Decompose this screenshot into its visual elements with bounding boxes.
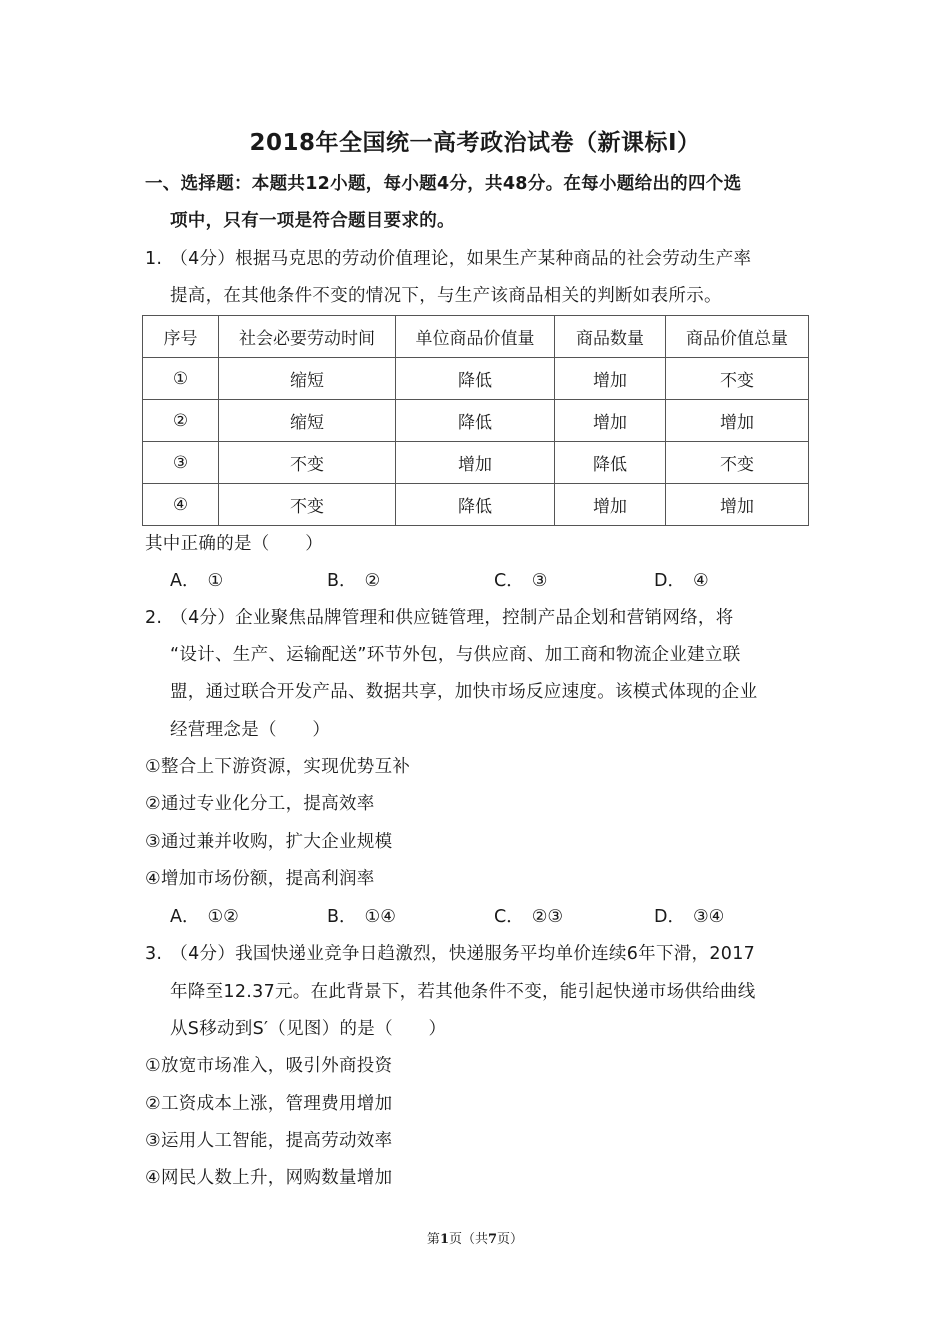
table-cell: ① xyxy=(143,358,219,400)
q2-statement: ①整合上下游资源，实现优势互补 xyxy=(145,757,411,777)
q3-number: 3. xyxy=(145,944,163,964)
option-letter: B． xyxy=(327,907,357,927)
footer-mid: 页（共 xyxy=(448,1232,488,1247)
table-cell: 增加 xyxy=(555,484,666,526)
q1-option-c[interactable] xyxy=(494,568,547,594)
page-title: 2018年全国统一高考政治试卷（新课标Ⅰ） xyxy=(249,130,701,156)
option-letter: B． xyxy=(327,571,357,591)
section-heading-line1: 一、选择题：本题共12小题，每小题4分，共48分。在每小题给出的四个选 xyxy=(145,174,742,194)
footer-page-total: 7 xyxy=(488,1232,498,1247)
table-cell: 增加 xyxy=(666,484,809,526)
q1-prompt: 其中正确的是（ ） xyxy=(145,534,323,554)
q2-stem-line3: 盟，通过联合开发产品、数据共享，加快市场反应速度。该模式体现的企业 xyxy=(170,682,758,702)
table-cell: 缩短 xyxy=(219,400,396,442)
q1-stem-line2: 提高，在其他条件不变的情况下，与生产该商品相关的判断如表所示。 xyxy=(170,286,722,306)
table-cell: 降低 xyxy=(396,400,555,442)
option-text: ③ xyxy=(531,571,548,591)
table-cell: ④ xyxy=(143,484,219,526)
table-cell: 增加 xyxy=(666,400,809,442)
q3-statement: ②工资成本上涨，管理费用增加 xyxy=(145,1094,393,1114)
option-text: ①② xyxy=(207,907,239,927)
table-cell: 降低 xyxy=(396,358,555,400)
table-cell: 降低 xyxy=(555,442,666,484)
q2-stem-line4: 经营理念是（ ） xyxy=(170,720,331,740)
option-text: ②③ xyxy=(531,907,564,927)
section-heading-line2: 项中，只有一项是符合题目要求的。 xyxy=(170,211,455,231)
table-cell: 不变 xyxy=(219,484,396,526)
option-text: ①④ xyxy=(364,907,396,927)
q3-text-line1: （4分）我国快递业竞争日趋激烈，快递服务平均单价连续6年下滑，2017 xyxy=(170,944,756,964)
table-row xyxy=(143,442,809,484)
option-letter: C． xyxy=(494,571,524,591)
table-header-row xyxy=(143,316,809,358)
q2-number: 2. xyxy=(145,608,163,628)
q3-statement: ④网民人数上升，网购数量增加 xyxy=(145,1168,393,1188)
table-header-cell: 商品数量 xyxy=(555,316,666,358)
table-header-cell: 社会必要劳动时间 xyxy=(219,316,396,358)
table-row xyxy=(143,484,809,526)
table-header-cell: 商品价值总量 xyxy=(666,316,809,358)
option-letter: C． xyxy=(494,907,524,927)
option-letter: D． xyxy=(654,907,685,927)
option-text: ① xyxy=(207,571,224,591)
table-cell: 增加 xyxy=(396,442,555,484)
q2-option-a[interactable] xyxy=(170,904,239,930)
q1-option-d[interactable] xyxy=(654,568,709,594)
footer-page-number: 1 xyxy=(439,1232,449,1247)
q2-option-d[interactable] xyxy=(654,904,724,930)
q2-statement: ③通过兼并收购，扩大企业规模 xyxy=(145,832,393,852)
q1-option-a[interactable] xyxy=(170,568,223,594)
q3-statement: ③运用人工智能，提高劳动效率 xyxy=(145,1131,393,1151)
option-letter: A． xyxy=(170,907,200,927)
footer-suffix: 页） xyxy=(497,1232,524,1247)
option-letter: D． xyxy=(654,571,685,591)
option-text: ③④ xyxy=(692,907,725,927)
q1-stem-line1 xyxy=(145,246,751,272)
footer-prefix: 第 xyxy=(426,1232,440,1247)
table-header-cell: 序号 xyxy=(143,316,219,358)
table-cell: 不变 xyxy=(666,358,809,400)
q1-text-line1: （4分）根据马克思的劳动价值理论，如果生产某种商品的社会劳动生产率 xyxy=(170,249,752,269)
q2-option-c[interactable] xyxy=(494,904,563,930)
q2-text-line1: （4分）企业聚焦品牌管理和供应链管理，控制产品企划和营销网络，将 xyxy=(170,608,734,628)
option-letter: A． xyxy=(170,571,200,591)
q1-table xyxy=(142,315,809,526)
q2-statement: ④增加市场份额，提高利润率 xyxy=(145,869,375,889)
table-cell: 缩短 xyxy=(219,358,396,400)
q2-stem-line1 xyxy=(145,605,734,631)
option-text: ② xyxy=(364,571,381,591)
q3-stem-line1 xyxy=(145,941,755,967)
table-header-cell: 单位商品价值量 xyxy=(396,316,555,358)
q2-statement: ②通过专业化分工，提高效率 xyxy=(145,794,375,814)
table-cell: 增加 xyxy=(555,400,666,442)
table-cell: ② xyxy=(143,400,219,442)
q1-option-b[interactable] xyxy=(327,568,380,594)
option-text: ④ xyxy=(692,571,709,591)
q2-option-b[interactable] xyxy=(327,904,396,930)
table-cell: 增加 xyxy=(555,358,666,400)
table-row xyxy=(143,358,809,400)
q3-statement: ①放宽市场准入，吸引外商投资 xyxy=(145,1056,393,1076)
q2-stem-line2: “设计、生产、运输配送”环节外包，与供应商、加工商和物流企业建立联 xyxy=(170,645,741,665)
q1-number: 1. xyxy=(145,249,163,269)
table-row xyxy=(143,400,809,442)
q3-stem-line2: 年降至12.37元。在此背景下，若其他条件不变，能引起快递市场供给曲线 xyxy=(170,982,756,1002)
q3-stem-line3: 从S移动到S′（见图）的是（ ） xyxy=(170,1019,447,1039)
table-cell: ③ xyxy=(143,442,219,484)
table-cell: 不变 xyxy=(219,442,396,484)
table-cell: 降低 xyxy=(396,484,555,526)
table-cell: 不变 xyxy=(666,442,809,484)
page-footer xyxy=(0,1228,950,1247)
